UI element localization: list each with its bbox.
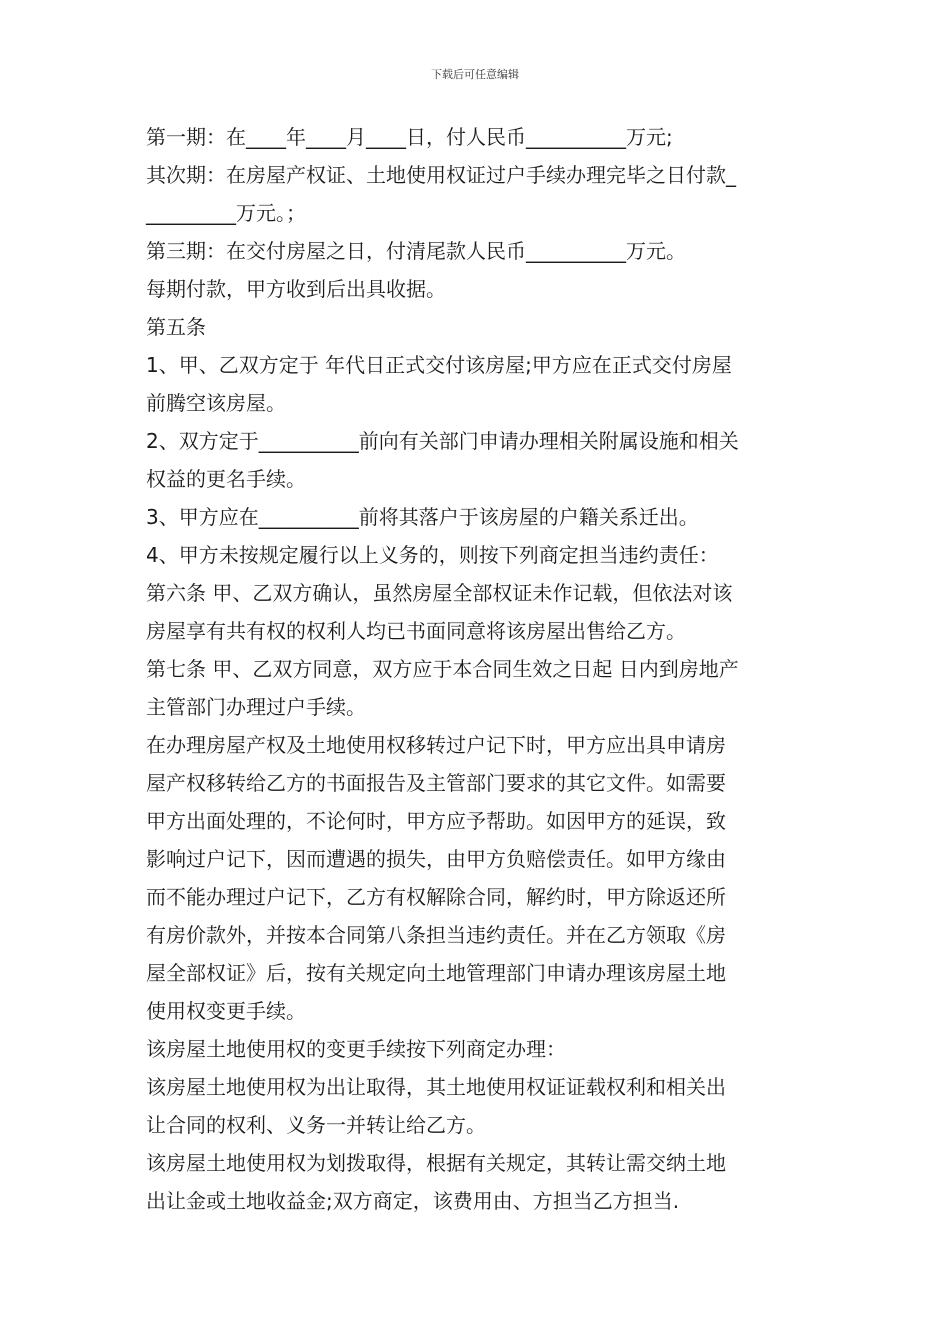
text-line: 每期付款，甲方收到后出具收据。	[146, 277, 446, 301]
text-line: 在办理房屋产权及土地使用权移转过户记下时，甲方应出具申请房	[146, 733, 726, 757]
text-line: 有房价款外，并按本合同第八条担当违约责任。并在乙方领取《房	[146, 923, 726, 947]
text-line: 该房屋土地使用权为出让取得，其土地使用权证证载权利和相关出	[146, 1075, 726, 1099]
text-line: 2、双方定于__________前向有关部门申请办理相关附属设施和相关	[146, 429, 739, 453]
text-line: 屋产权移转给乙方的书面报告及主管部门要求的其它文件。如需要	[146, 771, 726, 795]
text-line: 使用权变更手续。	[146, 999, 306, 1023]
page-header: 下载后可任意编辑	[431, 68, 519, 81]
text-line: 4、甲方未按规定履行以上义务的，则按下列商定担当违约责任：	[146, 543, 719, 567]
text-line: 该房屋土地使用权为划拨取得，根据有关规定，其转让需交纳土地	[146, 1151, 726, 1175]
text-line: 其次期：在房屋产权证、土地使用权证过户手续办理完毕之日付款_	[146, 163, 736, 187]
text-line: 屋全部权证》后，按有关规定向土地管理部门申请办理该房屋土地	[146, 961, 726, 985]
text-line: 3、甲方应在__________前将其落户于该房屋的户籍关系迁出。	[146, 505, 699, 529]
document-body	[146, 118, 826, 1220]
text-line: 第一期：在____年____月____日，付人民币__________万元;	[146, 125, 673, 149]
text-line: 第五条	[146, 315, 206, 339]
text-line: 前腾空该房屋。	[146, 391, 286, 415]
text-line: 影响过户记下，因而遭遇的损失，由甲方负赔偿责任。如甲方缘由	[146, 847, 726, 871]
text-line: 甲方出面处理的，不论何时，甲方应予帮助。如因甲方的延误，致	[146, 809, 726, 833]
text-line: 权益的更名手续。	[146, 467, 306, 491]
text-line: 第六条 甲、乙双方确认，虽然房屋全部权证未作记载，但依法对该	[146, 581, 733, 605]
text-line: 房屋享有共有权的权利人均已书面同意将该房屋出售给乙方。	[146, 619, 686, 643]
text-line: 该房屋土地使用权的变更手续按下列商定办理：	[146, 1037, 566, 1061]
text-line: 主管部门办理过户手续。	[146, 695, 366, 719]
text-line: 第三期：在交付房屋之日，付清尾款人民币__________万元。	[146, 239, 686, 263]
text-line: 让合同的权利、义务一并转让给乙方。	[146, 1113, 486, 1137]
text-line: 第七条 甲、乙双方同意，双方应于本合同生效之日起 日内到房地产	[146, 657, 739, 681]
text-line: 而不能办理过户记下，乙方有权解除合同，解约时，甲方除返还所	[146, 885, 726, 909]
text-line: _________万元。；	[146, 201, 306, 225]
text-line: 1、甲、乙双方定于 年代日正式交付该房屋;甲方应在正式交付房屋	[146, 353, 732, 377]
text-line: 出让金或土地收益金;双方商定，该费用由、方担当乙方担当.	[146, 1189, 680, 1213]
